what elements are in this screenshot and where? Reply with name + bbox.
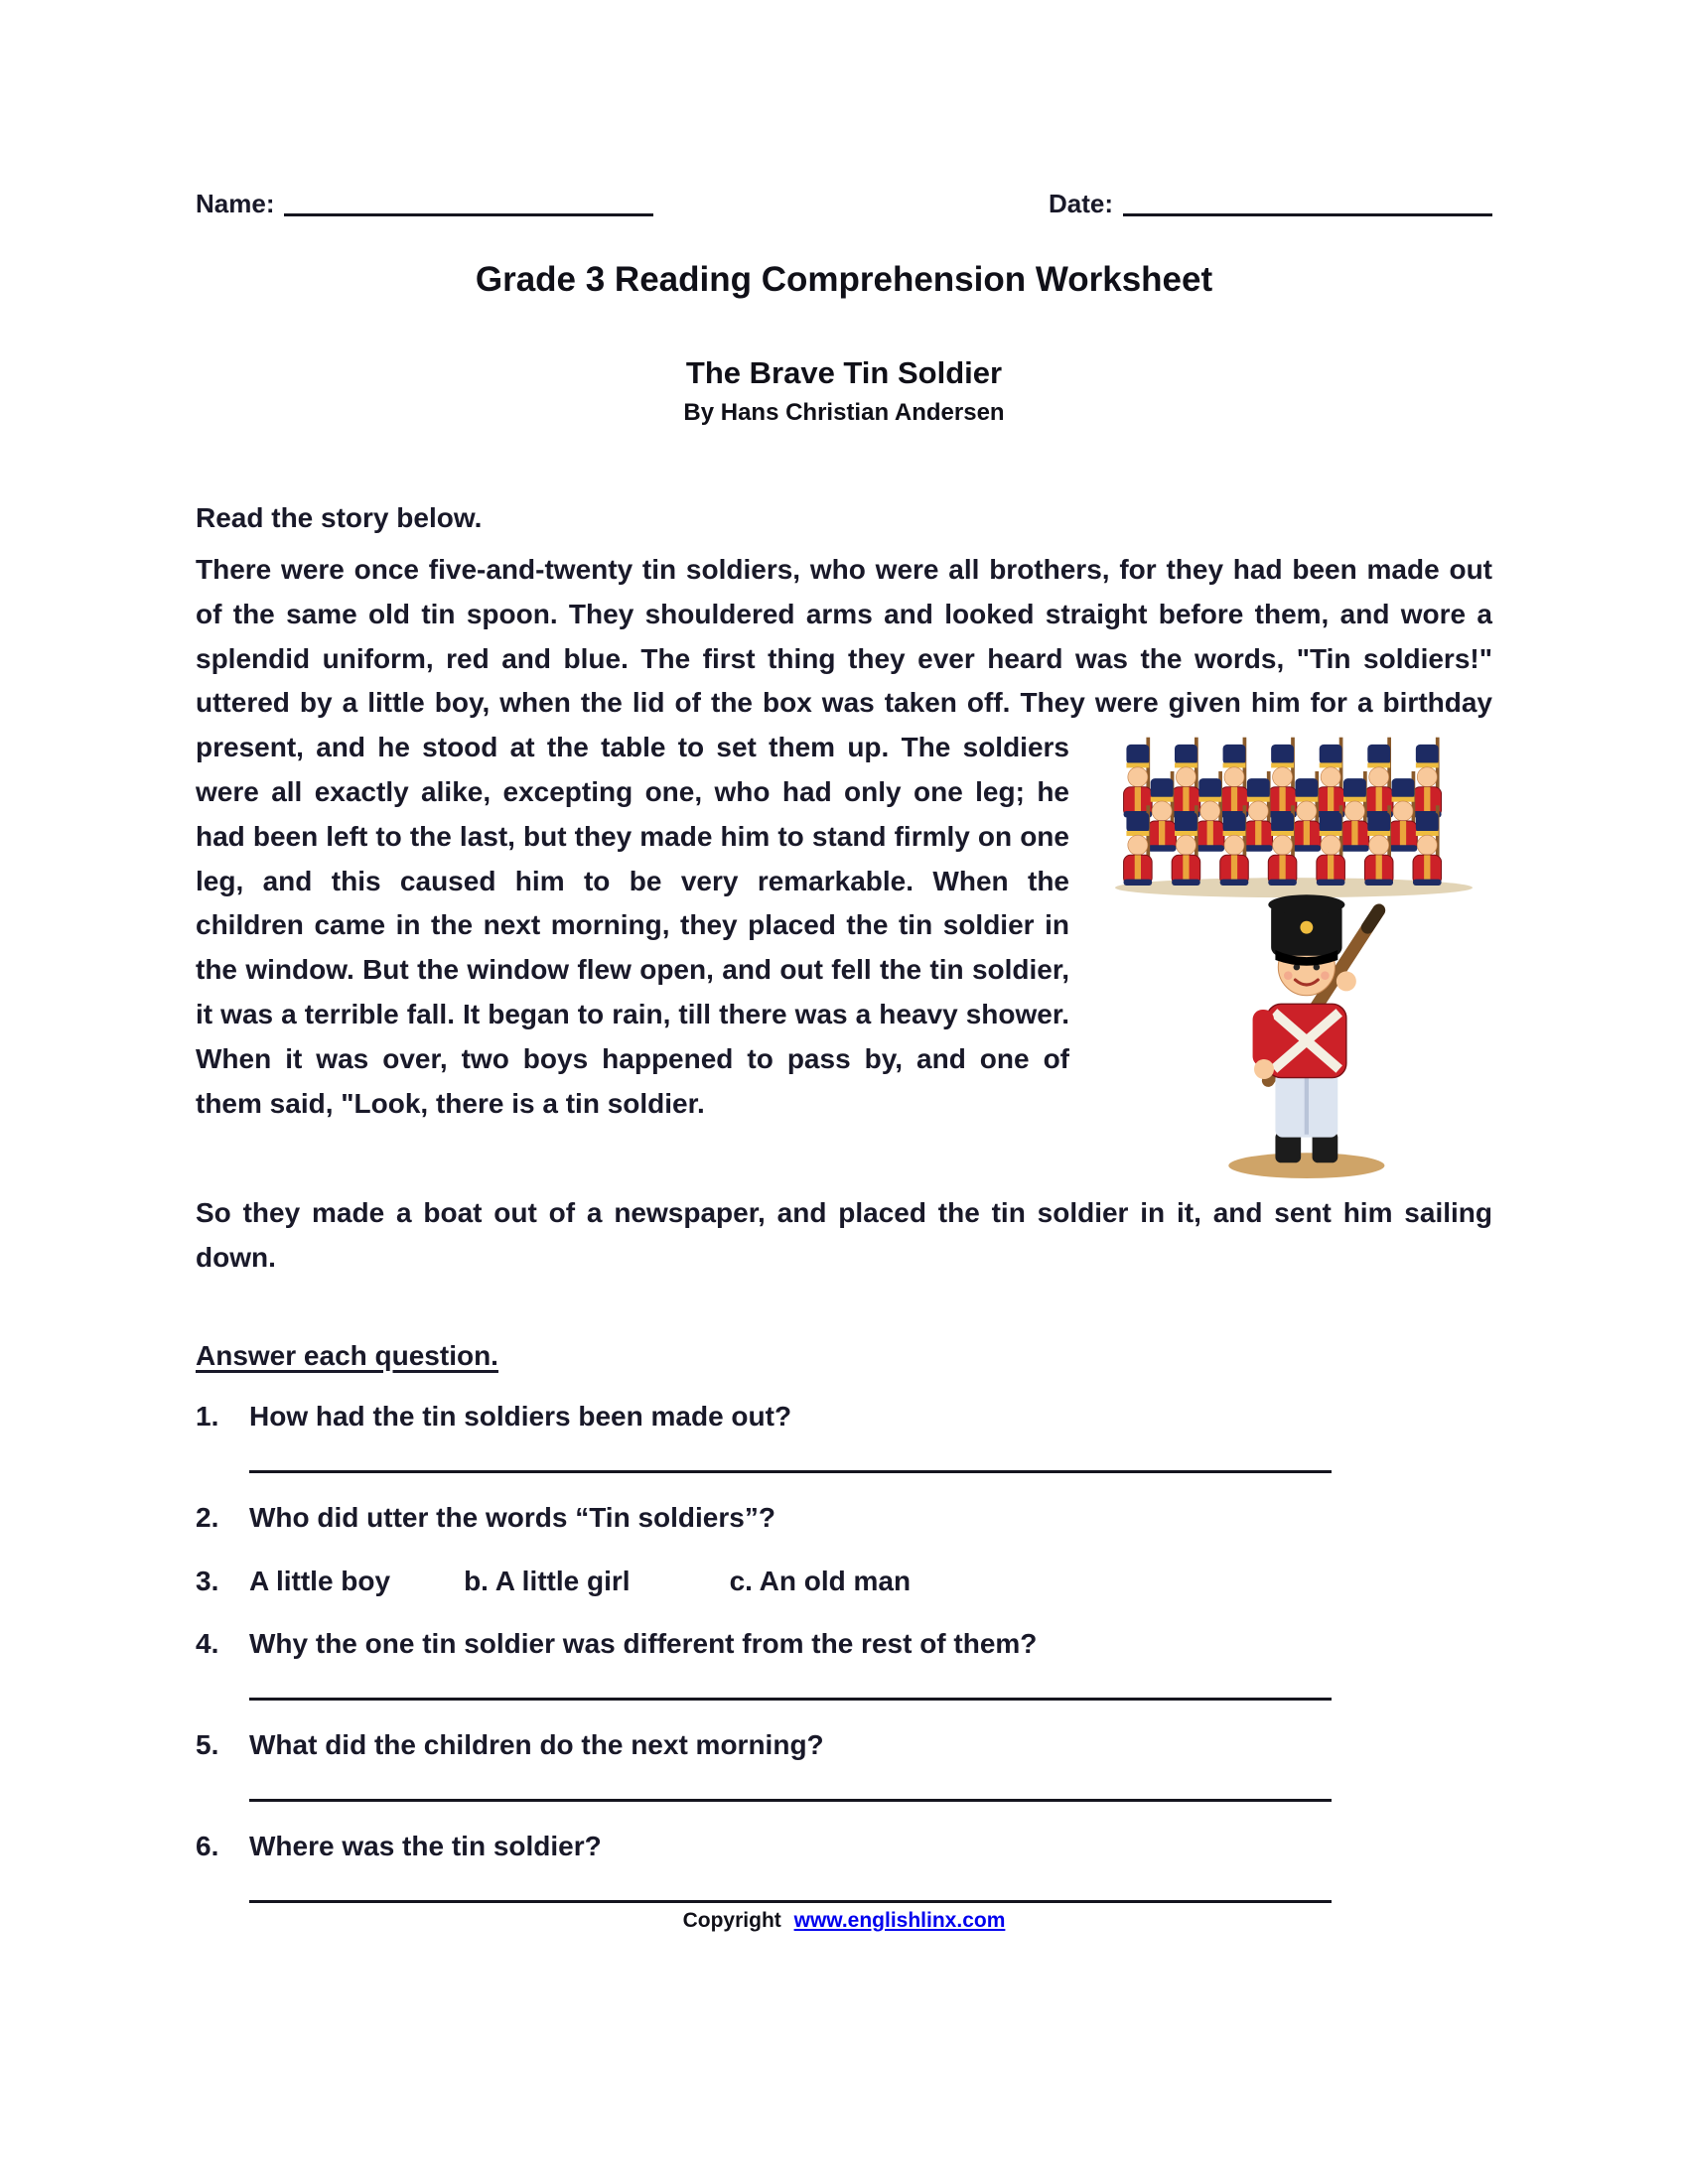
question-6 xyxy=(196,1828,1492,1865)
question-6-text: Where was the tin soldier? xyxy=(249,1830,602,1861)
story-title: The Brave Tin Soldier xyxy=(685,355,1003,390)
answer-instruction: Answer each question. xyxy=(196,1339,498,1371)
question-6-number: 6. xyxy=(196,1830,219,1861)
story-text-part1: There were once five-and-twenty tin soldiers, who were all brothers, for they had been made out of the same old tin spoon. They shouldered arms and looked straight before them, and wore a splendid uniform, red and blue. The first thing they ever heard was the words, "Tin soldiers!" uttered by a little boy, when the lid of the box was taken off. They were given him for a birthday xyxy=(196,554,1492,719)
story-paragraph-3 xyxy=(196,1191,1492,1281)
story-text-part3: So they made a boat out of a newspaper, and placed the tin soldier in it, and sent him sailing down. xyxy=(196,1197,1492,1274)
question-1 xyxy=(196,1398,1492,1435)
question-5-text: What did the children do the next morning? xyxy=(249,1729,824,1761)
date-group xyxy=(1049,191,1492,216)
englishlinx-link[interactable]: www.englishlinx.com xyxy=(793,1908,1006,1932)
answer-line-6 xyxy=(249,1899,1332,1903)
read-instruction: Read the story below. xyxy=(196,502,483,533)
question-5 xyxy=(196,1726,1492,1764)
name-blank-line xyxy=(284,193,653,216)
tin-soldiers-illustration xyxy=(1095,732,1492,1185)
name-date-row xyxy=(196,191,1492,216)
answer-line-4 xyxy=(249,1697,1332,1701)
story-paragraph-2 xyxy=(196,726,1492,1126)
option-a: A little boy xyxy=(249,1565,391,1596)
question-3-options xyxy=(196,1563,1492,1600)
question-2-number: 2. xyxy=(196,1501,219,1533)
name-label: Name: xyxy=(196,189,275,218)
option-c: c. An old man xyxy=(729,1565,912,1596)
story-text-part2: present, and he stood at the table to set them up. The soldiers were all exactly alike, excepting one, who had only one leg; he had been left to the last, but they made him to stand firmly on one leg, and this caused him to be very remarkable. When the children came in the next morning, they placed the tin soldier in the window. But the window flew open, and out fell the tin soldier, it was a terrible fall. It began to rain, till there was a heavy shower. When it was over, two boys happened to pass by, and one of them said, "Look, there is a tin soldier. xyxy=(196,732,1069,1119)
story-paragraph-1 xyxy=(196,548,1492,726)
date-label: Date: xyxy=(1048,189,1113,218)
story-author: By Hans Christian Andersen xyxy=(683,399,1005,426)
question-5-number: 5. xyxy=(196,1729,219,1761)
answer-line-5 xyxy=(249,1798,1332,1802)
question-4-number: 4. xyxy=(196,1628,219,1660)
copyright-label: Copyright xyxy=(682,1908,781,1932)
question-4 xyxy=(196,1625,1492,1663)
footer xyxy=(196,1909,1492,1933)
question-2 xyxy=(196,1499,1492,1537)
name-group xyxy=(196,191,653,216)
tin-soldiers-illustration-svg xyxy=(1095,732,1492,1185)
brave-tin-soldier xyxy=(1228,894,1384,1178)
question-3-number: 3. xyxy=(196,1565,219,1596)
date-blank-line xyxy=(1123,193,1492,216)
option-b: b. A little girl xyxy=(464,1565,631,1596)
question-1-number: 1. xyxy=(196,1400,219,1432)
question-2-text: Who did utter the words “Tin soldiers”? xyxy=(249,1501,775,1533)
story-text xyxy=(196,548,1492,1281)
question-1-text: How had the tin soldiers been made out? xyxy=(249,1400,792,1432)
question-4-text: Why the one tin soldier was different from the rest of them? xyxy=(249,1628,1038,1660)
answer-line-1 xyxy=(249,1469,1332,1473)
page-title: Grade 3 Reading Comprehension Worksheet xyxy=(475,260,1213,299)
soldier-crowd xyxy=(1124,738,1442,886)
